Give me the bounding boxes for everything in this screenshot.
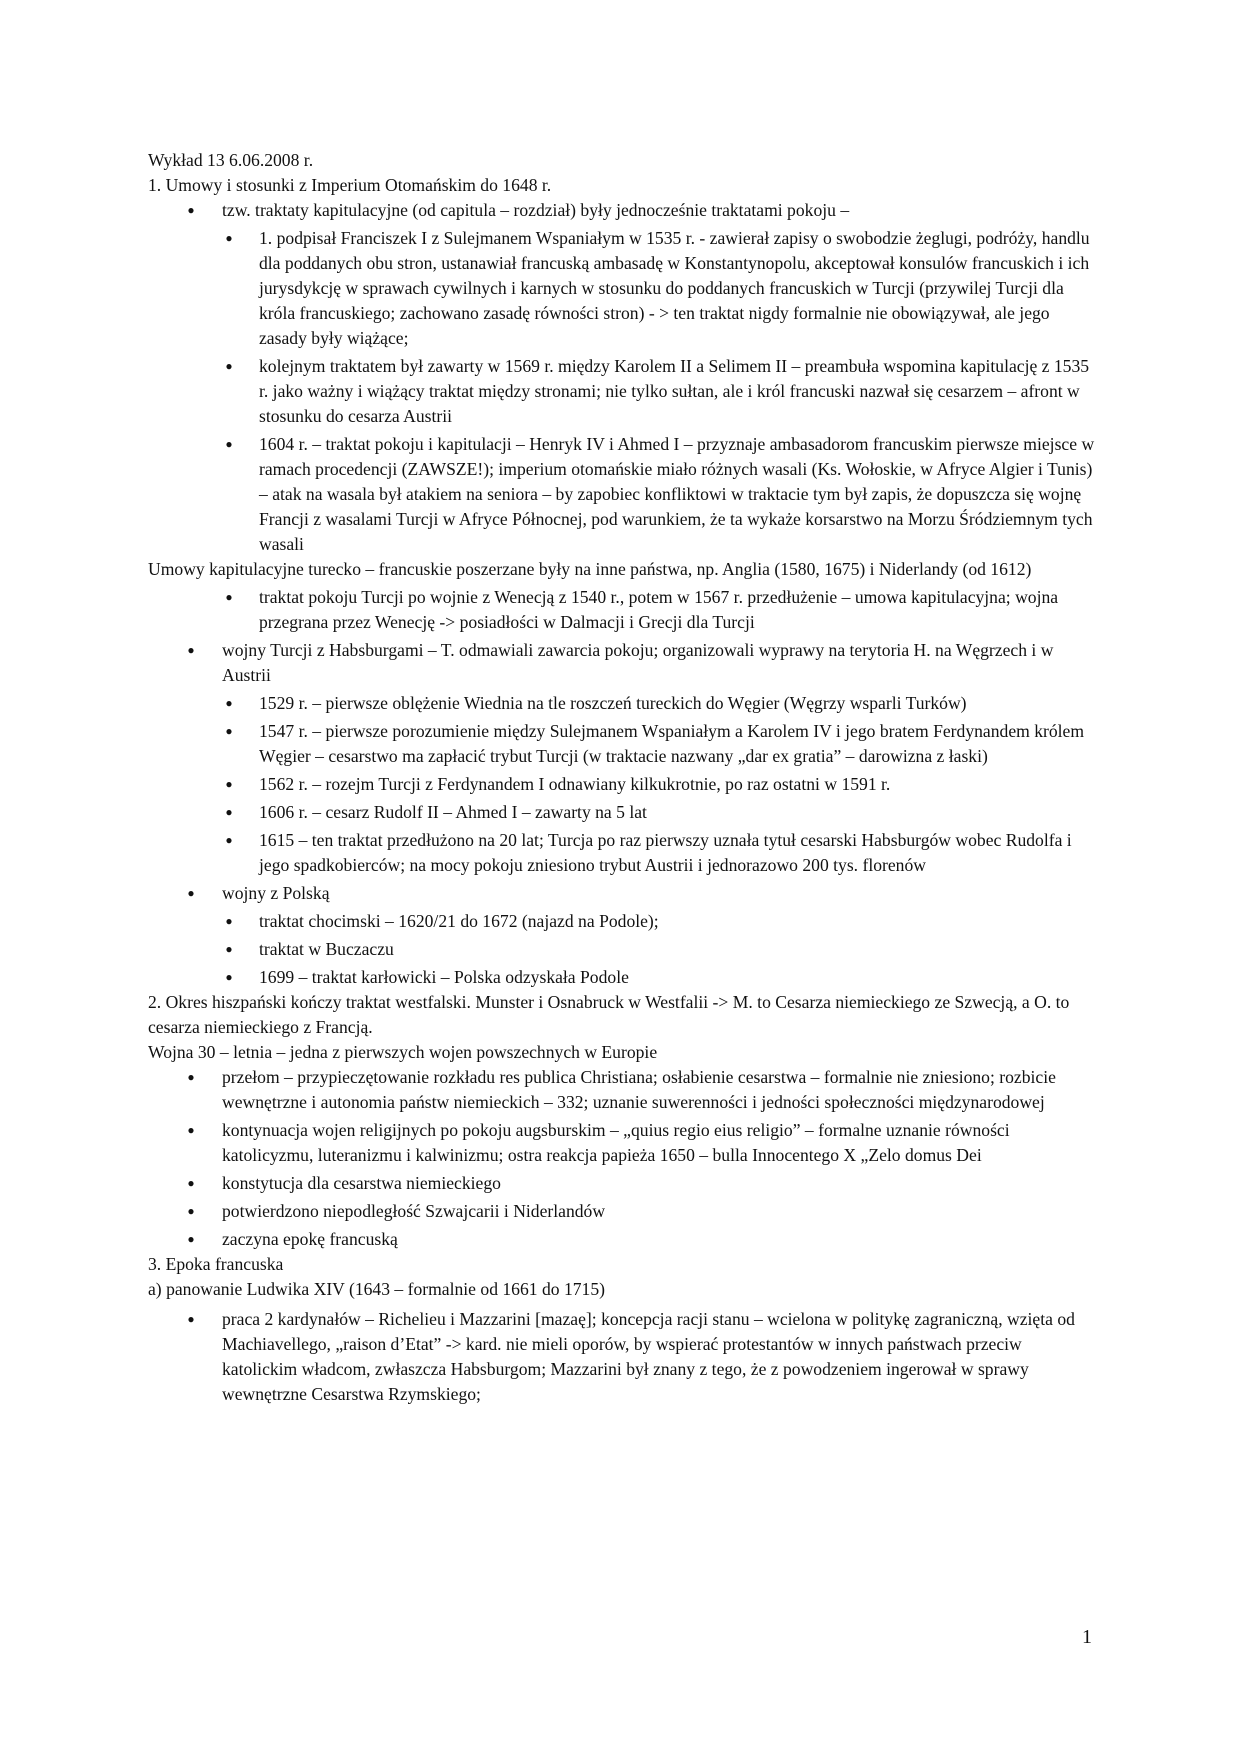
list-item: ● tzw. traktaty kapitulacyjne (od capitula – rozdział) były jednocześnie traktatami pokoju –	[148, 198, 1098, 223]
page-number: 1	[1082, 1626, 1092, 1648]
bullet-icon: ●	[225, 696, 233, 710]
section-2-list	[148, 1065, 1098, 1252]
bullet-icon: ●	[225, 833, 233, 847]
document-page	[148, 148, 1098, 1410]
list-item: ● 1606 r. – cesarz Rudolf II – Ahmed I – zawarty na 5 lat	[148, 800, 1098, 825]
list-item: ● 1. podpisał Franciszek I z Sulejmanem Wspaniałym w 1535 r. - zawierał zapisy o swobodzie żeglugi, podróży, handlu dla poddanych obu stron, ustanawiał francuską ambasadę w Konstantynopolu, akceptował konsulów francuskich i ich jurysdykcję w sprawach cywilnych i karnych w stosunku do poddanych francuskich w Turcji (przywilej Turcji dla króla francuskiego; zachowano zasadę równości stron) - > ten traktat nigdy formalnie nie obowiązywał, ale jego zasady były wiążące;	[225, 228, 1090, 348]
bullet-icon: ●	[225, 590, 233, 604]
list-item: ● wojny z Polską	[148, 881, 1098, 906]
list-item: ● konstytucja dla cesarstwa niemieckiego	[148, 1171, 1098, 1196]
bullet-icon: ●	[187, 1176, 195, 1190]
bullet-icon: ●	[187, 886, 195, 900]
section-1-list-b	[148, 585, 1098, 990]
list-item: ● traktat chocimski – 1620/21 do 1672 (najazd na Podole);	[148, 909, 1098, 934]
bullet-icon: ●	[225, 942, 233, 956]
section-2-title: 2. Okres hiszpański kończy traktat westfalski. Munster i Osnabruck w Westfalii -> M. to Cesarza niemieckiego ze Szwecją, a O. to cesarza niemieckiego z Francją.	[148, 992, 1070, 1037]
list-item: ● 1604 r. – traktat pokoju i kapitulacji – Henryk IV i Ahmed I – przyznaje ambasadorom francuskim pierwsze miejsce w ramach procedencji (ZAWSZE!); imperium otomańskie miało różnych wasali (Ks. Wołoskie, w Afryce Algier i Tunis) – atak na wasala był atakiem na seniora – by zapobiec konfliktowi w traktacie tym był zapis, że dopuszcza się wojnę Francji z wasalami Turcji w Afryce Północnej, pod warunkiem, że ta wykaże korsarstwo na Morzu Śródziemnym tych wasali	[225, 434, 1095, 554]
section-3-list	[148, 1307, 1098, 1407]
bullet-icon: ●	[187, 1312, 195, 1326]
bullet-icon: ●	[225, 231, 233, 245]
list-item: ● przełom – przypieczętowanie rozkładu res publica Christiana; osłabienie cesarstwa – formalnie nie zniesiono; rozbicie wewnętrzne i autonomia państw niemieckich – 332; uznanie suwerenności i jedności społeczności międzynarodowej	[187, 1067, 1056, 1112]
bullet-icon: ●	[225, 437, 233, 451]
list-item: ● potwierdzono niepodległość Szwajcarii i Niderlandów	[148, 1199, 1098, 1224]
section-1-list	[148, 198, 1098, 557]
list-item: ● traktat pokoju Turcji po wojnie z Wenecją z 1540 r., potem w 1567 r. przedłużenie – umowa kapitulacyjna; wojna przegrana przez Wenecję -> posiadłości w Dalmacji i Grecji dla Turcji	[225, 587, 1059, 632]
list-item: ● 1699 – traktat karłowicki – Polska odzyskała Podole	[148, 965, 1098, 990]
bullet-icon: ●	[225, 805, 233, 819]
bullet-icon: ●	[225, 359, 233, 373]
bullet-icon: ●	[187, 1070, 195, 1084]
bullet-icon: ●	[225, 970, 233, 984]
bullet-icon: ●	[225, 914, 233, 928]
lecture-header: Wykład 13 6.06.2008 r.	[148, 150, 314, 170]
list-item: ● 1529 r. – pierwsze oblężenie Wiednia na tle roszczeń tureckich do Węgier (Węgrzy wsparli Turków)	[148, 691, 1098, 716]
bullet-icon: ●	[225, 777, 233, 791]
list-item: ● zaczyna epokę francuską	[148, 1227, 1098, 1252]
bullet-icon: ●	[187, 1123, 195, 1137]
section-3-title: 3. Epoka francuska	[148, 1254, 284, 1274]
bullet-icon: ●	[187, 1232, 195, 1246]
list-item: ● traktat w Buczaczu	[148, 937, 1098, 962]
list-item: ● wojny Turcji z Habsburgami – T. odmawiali zawarcia pokoju; organizowali wyprawy na terytoria H. na Węgrzech i w Austrii	[187, 640, 1054, 685]
list-item: ● kolejnym traktatem był zawarty w 1569 r. między Karolem II a Selimem II – preambuła wspomina kapitulację z 1535 r. jako ważny i wiążący traktat między stronami; nie tylko sułtan, ale i król francuski nazwał się cesarzem – afront w stosunku do cesarza Austrii	[225, 356, 1090, 426]
section-1-title: 1. Umowy i stosunki z Imperium Otomańskim do 1648 r.	[148, 175, 552, 195]
bullet-icon: ●	[187, 203, 195, 217]
list-item: ● 1547 r. – pierwsze porozumienie między Sulejmanem Wspaniałym a Karolem IV i jego bratem Ferdynandem królem Węgier – cesarstwo ma zapłacić trybut Turcji (w traktacie nazwany „dar ex gratia” – darowizna z łaski)	[225, 721, 1085, 766]
list-item: ● 1615 – ten traktat przedłużono na 20 lat; Turcja po raz pierwszy uznała tytuł cesarski Habsburgów wobec Rudolfa i jego spadkobierców; na mocy pokoju zniesiono trybut Austrii i jednorazowo 200 tys. florenów	[225, 830, 1072, 875]
paragraph: Umowy kapitulacyjne turecko – francuskie poszerzane były na inne państwa, np. Anglia (1580, 1675) i Niderlandy (od 1612)	[148, 559, 1032, 579]
bullet-icon: ●	[187, 1204, 195, 1218]
list-item: ● kontynuacja wojen religijnych po pokoju augsburskim – „quius regio eius religio” – formalne uznanie równości katolicyzmu, luteranizmu i kalwinizmu; ostra reakcja papieża 1650 – bulla Innocentego X „Zelo domus Dei	[187, 1120, 1010, 1165]
list-item: ● praca 2 kardynałów – Richelieu i Mazzarini [mazaę]; koncepcja racji stanu – wcielona w politykę zagraniczną, wzięta od Machiavellego, „raison d’Etat” -> kard. nie mieli oporów, by wspierać protestantów w innych państwach przeciw katolickim władcom, zwłaszcza Habsburgom; Mazzarini był znany z tego, że z powodzeniem ingerował w sprawy wewnętrzne Cesarstwa Rzymskiego;	[187, 1309, 1075, 1404]
bullet-icon: ●	[187, 643, 195, 657]
list-item: ● 1562 r. – rozejm Turcji z Ferdynandem I odnawiany kilkukrotnie, po raz ostatni w 1591 r.	[148, 772, 1098, 797]
bullet-icon: ●	[225, 724, 233, 738]
section-3-subtitle: a) panowanie Ludwika XIV (1643 – formalnie od 1661 do 1715)	[148, 1279, 606, 1299]
paragraph: Wojna 30 – letnia – jedna z pierwszych wojen powszechnych w Europie	[148, 1042, 658, 1062]
